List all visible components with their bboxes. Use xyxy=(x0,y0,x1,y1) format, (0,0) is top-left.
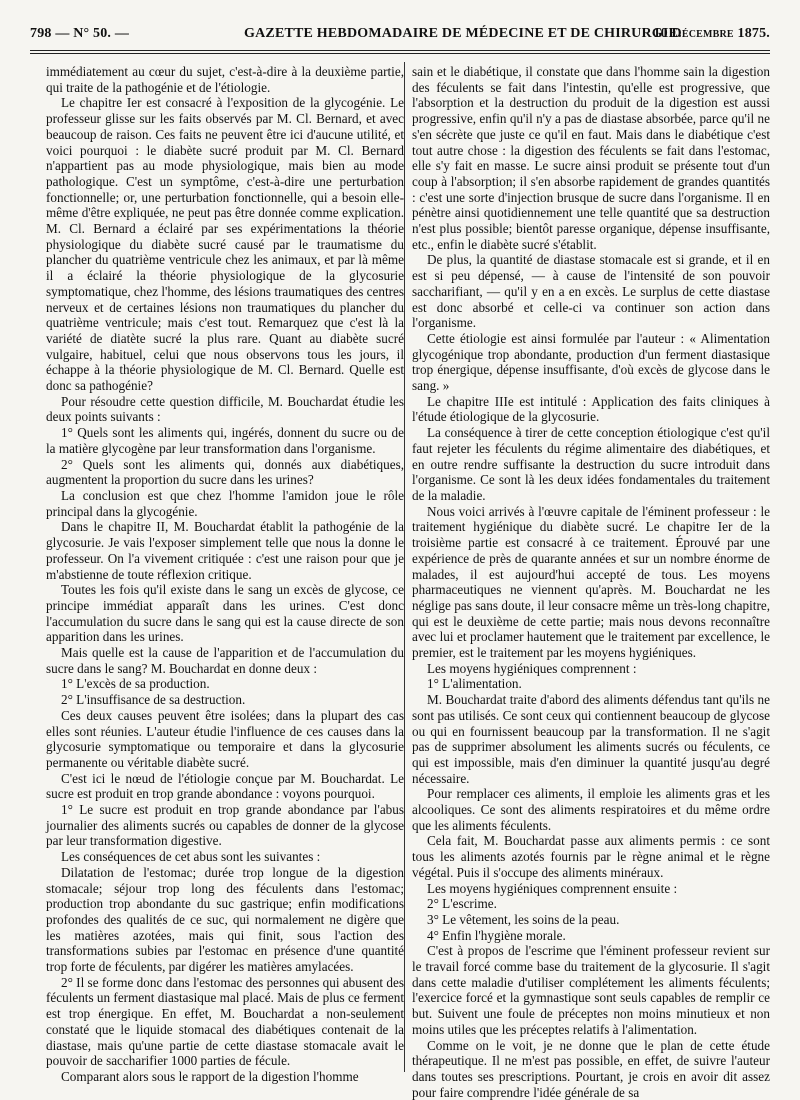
column-divider xyxy=(404,62,405,1072)
paragraph: 2° Il se forme donc dans l'estomac des personnes qui abusent des féculents un ferment diastasique mal placé. Mais de plus ce ferment est trop énergique. En effet, M. Bouchardat a non-seulement constaté que le liquide stomacal des diabétiques contenait de la diastase, mais qu'une partie de cette diastase stomacale avait le pouvoir de saccharifier 1000 parties de fécule. xyxy=(46,974,404,1069)
paragraph: Le chapitre IIIe est intitulé : Application des faits cliniques à l'étude étiologique de la glycosurie. xyxy=(412,393,770,425)
journal-title: GAZETTE HEBDOMADAIRE DE MÉDECINE ET DE CHIRURGIE. xyxy=(244,26,682,41)
right-column xyxy=(412,64,770,1100)
paragraph: Toutes les fois qu'il existe dans le sang un excès de glycose, ce principe immédiat apparaît dans les urines. C'est donc l'accumulation du sucre dans le sang qui est la cause directe de son apparition dans les urines. xyxy=(46,582,404,645)
paragraph: Dans le chapitre II, M. Bouchardat établit la pathogénie de la glycosurie. Je vais l'exposer simplement telle que nous la donne le professeur. On l'a vivement critiquée : c'est une raison pour que je m'abstienne de toute réflexion critique. xyxy=(46,519,404,582)
header-rule xyxy=(30,50,770,51)
paragraph: C'est à propos de l'escrime que l'éminent professeur revient sur le travail forcé comme base du traitement de la glycosurie. Il s'agit dans cette maladie d'utiliser complétement les aliments féculents; l'exercice forcé et la gymnastique sont seuls capables de remplir ce but. Suivent une foule de préceptes non moins minutieux et non moins utiles que les préceptes relatifs à l'alimentation. xyxy=(412,943,770,1037)
paragraph: 1° Quels sont les aliments qui, ingérés, donnent du sucre ou de la matière glycogène par leur transformation dans l'organisme. xyxy=(46,425,404,456)
paragraph: Les moyens hygiéniques comprennent : xyxy=(427,660,637,676)
paragraph: De plus, la quantité de diastase stomacale est si grande, et il en est si peu dépensé, — à cause de l'intensité de son pouvoir saccharifiant, — qu'il y en a en excès. Le surplus de cette diastase est donc absorbé et celle-ci va continuer son action dans l'organisme. xyxy=(412,252,770,331)
paragraph: Pour résoudre cette question difficile, M. Bouchardat étudie les deux points suivants : xyxy=(46,393,404,425)
page-number-and-issue xyxy=(30,26,129,42)
list-item: 3° Le vêtement, les soins de la peau. xyxy=(427,911,620,927)
issue-date: 10 Décembre 1875. xyxy=(653,26,770,41)
paragraph: Les moyens hygiéniques comprennent ensuite : xyxy=(427,880,678,896)
list-item: 4° Enfin l'hygiène morale. xyxy=(427,927,566,943)
list-item: 1° L'alimentation. xyxy=(427,676,522,692)
paragraph: Dilatation de l'estomac; durée trop longue de la digestion stomacale; séjour trop long des féculents dans l'estomac; production trop abondante du suc gastrique; enfin modifications profondes des qualités de ce suc, qui normalement ne digère que les matières azotées, mais qui finit, sous l'action des transformations subies par l'estomac en présence d'une quantité trop forte de féculents, par digérer les matières amylacées. xyxy=(46,864,404,975)
paragraph: M. Bouchardat traite d'abord des aliments défendus tant qu'ils ne sont pas utilisés. Ce sont ceux qui contiennent beaucoup de glycose ou qui en fournissent beaucoup par la transformation. Il ne s'agit pas de supprimer absolument les aliments sucrés ou féculents, ce qui est impossible, mais d'en diminuer la quantité jusqu'au degré nécessaire. xyxy=(412,692,770,786)
paragraph: La conclusion est que chez l'homme l'amidon joue le rôle principal dans la glycogénie. xyxy=(46,487,404,519)
paragraph: 2° Quels sont les aliments qui, donnés aux diabétiques, augmentent la proportion du sucre dans les urines? xyxy=(46,456,404,488)
paragraph: Pour remplacer ces aliments, il emploie les aliments gras et les alcooliques. Ce sont des aliments respiratoires et du même ordre que les aliments féculents. xyxy=(412,786,770,833)
list-item: 2° L'escrime. xyxy=(427,896,497,912)
paragraph: Cela fait, M. Bouchardat passe aux aliments permis : ce sont tous les aliments azotés fournis par le règne animal et le règne végétal. Puis il s'occupe des aliments minéraux. xyxy=(412,833,770,880)
paragraph: Cette étiologie est ainsi formulée par l'auteur : « Alimentation glycogénique trop abondante, production d'un ferment diastasique trop énergique, dépense insuffisante, d'où excès de glycose dans le sang. » xyxy=(412,330,770,394)
paragraph: 1° Le sucre est produit en trop grande abondance par l'abus journalier des aliments sucrés ou capables de donner de la glycose par leur transformation digestive. xyxy=(46,802,404,849)
left-column xyxy=(46,64,404,1084)
paragraph: La conséquence à tirer de cette conception étiologique c'est qu'il faut rejeter les féculents du régime alimentaire des diabétiques, et en outre rendre suffisante la destruction du sucre introduit dans l'organisme. Ce sont là les deux idées fondamentales du traitement de la maladie. xyxy=(412,425,770,503)
paragraph: Mais quelle est la cause de l'apparition et de l'accumulation du sucre dans le sang? M. Bouchardat en donne deux : xyxy=(46,645,404,676)
page-header xyxy=(30,24,770,46)
page-number: 798 xyxy=(30,26,52,41)
paragraph: Comme on le voit, je ne donne que le plan de cette étude thérapeutique. Il ne m'est pas possible, en effet, de suivre l'auteur dans toutes ses prescriptions. Pourtant, je crois en avoir dit assez pour faire comprendre l'idée générale de sa xyxy=(412,1037,770,1100)
paragraph: Le chapitre Ier est consacré à l'exposition de la glycogénie. Le professeur glisse sur les faits observés par M. Cl. Bernard, et avec beaucoup de raison. Ces faits ne peuvent être ici d'aucune utilité, et voici pourquoi : le diabète sucré produit par M. Cl. Bernard n'appartient pas au mode physiologique, mais bien au mode pathologique. C'est un symptôme, c'est-à-dire une perturbation fonctionnelle; or, une perturbation fonctionnelle, qui a besoin elle-même d'être expliquée, ne peut pas être donnée comme explication. M. Cl. Bernard a éclairé par ses expérimentations la théorie physiologique du diabète sucré causé par le traumatisme du plancher du quatrième ventricule chez les animaux, et par là même il a éclairé la théorie physiologique de la glycosurie symptomatique, chez l'homme, des lésions traumatiques des centres nerveux et de certaines lésions non traumatiques du plancher du quatrième ventricule; mais c'est tout. Remarquez que c'est là la variété de diatète sucré la plus rare. Quant au diabète sucré vulgaire, habituel, celui que nous observons tous les jours, il échappe à la théorie physiologique de M. Cl. Bernard. Quelle est donc sa pathogénie? xyxy=(46,95,404,394)
paragraph: Ces deux causes peuvent être isolées; dans la plupart des cas elles sont réunies. L'auteur étudie l'influence de ces causes dans la glycosurie symptomatique ou temporaire et dans la glycosurie permanente ou véritable diabète sucré. xyxy=(46,707,404,770)
issue-number: — N° 50. — xyxy=(55,26,130,41)
list-item: 1° L'excès de sa production. xyxy=(61,676,210,692)
paragraph: immédiatement au cœur du sujet, c'est-à-dire à la deuxième partie, qui traite de la pathogénie et de l'étiologie. xyxy=(46,64,404,95)
list-item: 2° L'insuffisance de sa destruction. xyxy=(61,692,246,708)
paragraph: sain et le diabétique, il constate que dans l'homme sain la digestion des féculents se fait dans l'intestin, qu'elle est progressive, que l'absorption et la destruction du produit de la digestion est aussi progressive, enfin qu'il n'y a pas de diastase absorbée, parce qu'il ne s'en sécrète que juste ce qu'il en faut. Mais dans le diabétique c'est tout autre chose : la digestion des féculents se fait dans l'estomac, elle s'y fait en masse. Le sucre ainsi produit se présente tout d'un coup à l'absorption; il s'en absorbe rapidement de grandes quantités : c'est une sorte d'injection brusque de sucre dans l'organisme. Il en pénètre ainsi quotidiennement une telle quantité que sa destruction n'est plus possible; bientôt paresse organique, dépense insuffisante, etc., enfin le diabète sucré s'établit. xyxy=(412,64,770,252)
paragraph: Comparant alors sous le rapport de la digestion l'homme xyxy=(61,1069,359,1084)
paragraph: Les conséquences de cet abus sont les suivantes : xyxy=(61,849,321,865)
paragraph: C'est ici le nœud de l'étiologie conçue par M. Bouchardat. Le sucre est produit en trop grande abondance : voyons pourquoi. xyxy=(46,770,404,802)
paragraph: Nous voici arrivés à l'œuvre capitale de l'éminent professeur : le traitement hygiénique du diabète sucré. Le chapitre Ier de la troisième partie est consacré à ce traitement. Éprouvé par une expérience de près de quarante années et sur un nombre énorme de malades, il est aujourd'hui accepté de tous. Les moyens pharmaceutiques ne viennent qu'après. M. Bouchardat ne les néglige pas sans doute, il leur consacre même un très-long chapitre, qui est le deuxième de cette partie; mais nous devons reconnaître avec lui et proclamer hautement que le traitement par excellence, le premier, est le traitement par les moyens hygiéniques. xyxy=(412,503,770,661)
header-rule-thin xyxy=(30,53,770,54)
